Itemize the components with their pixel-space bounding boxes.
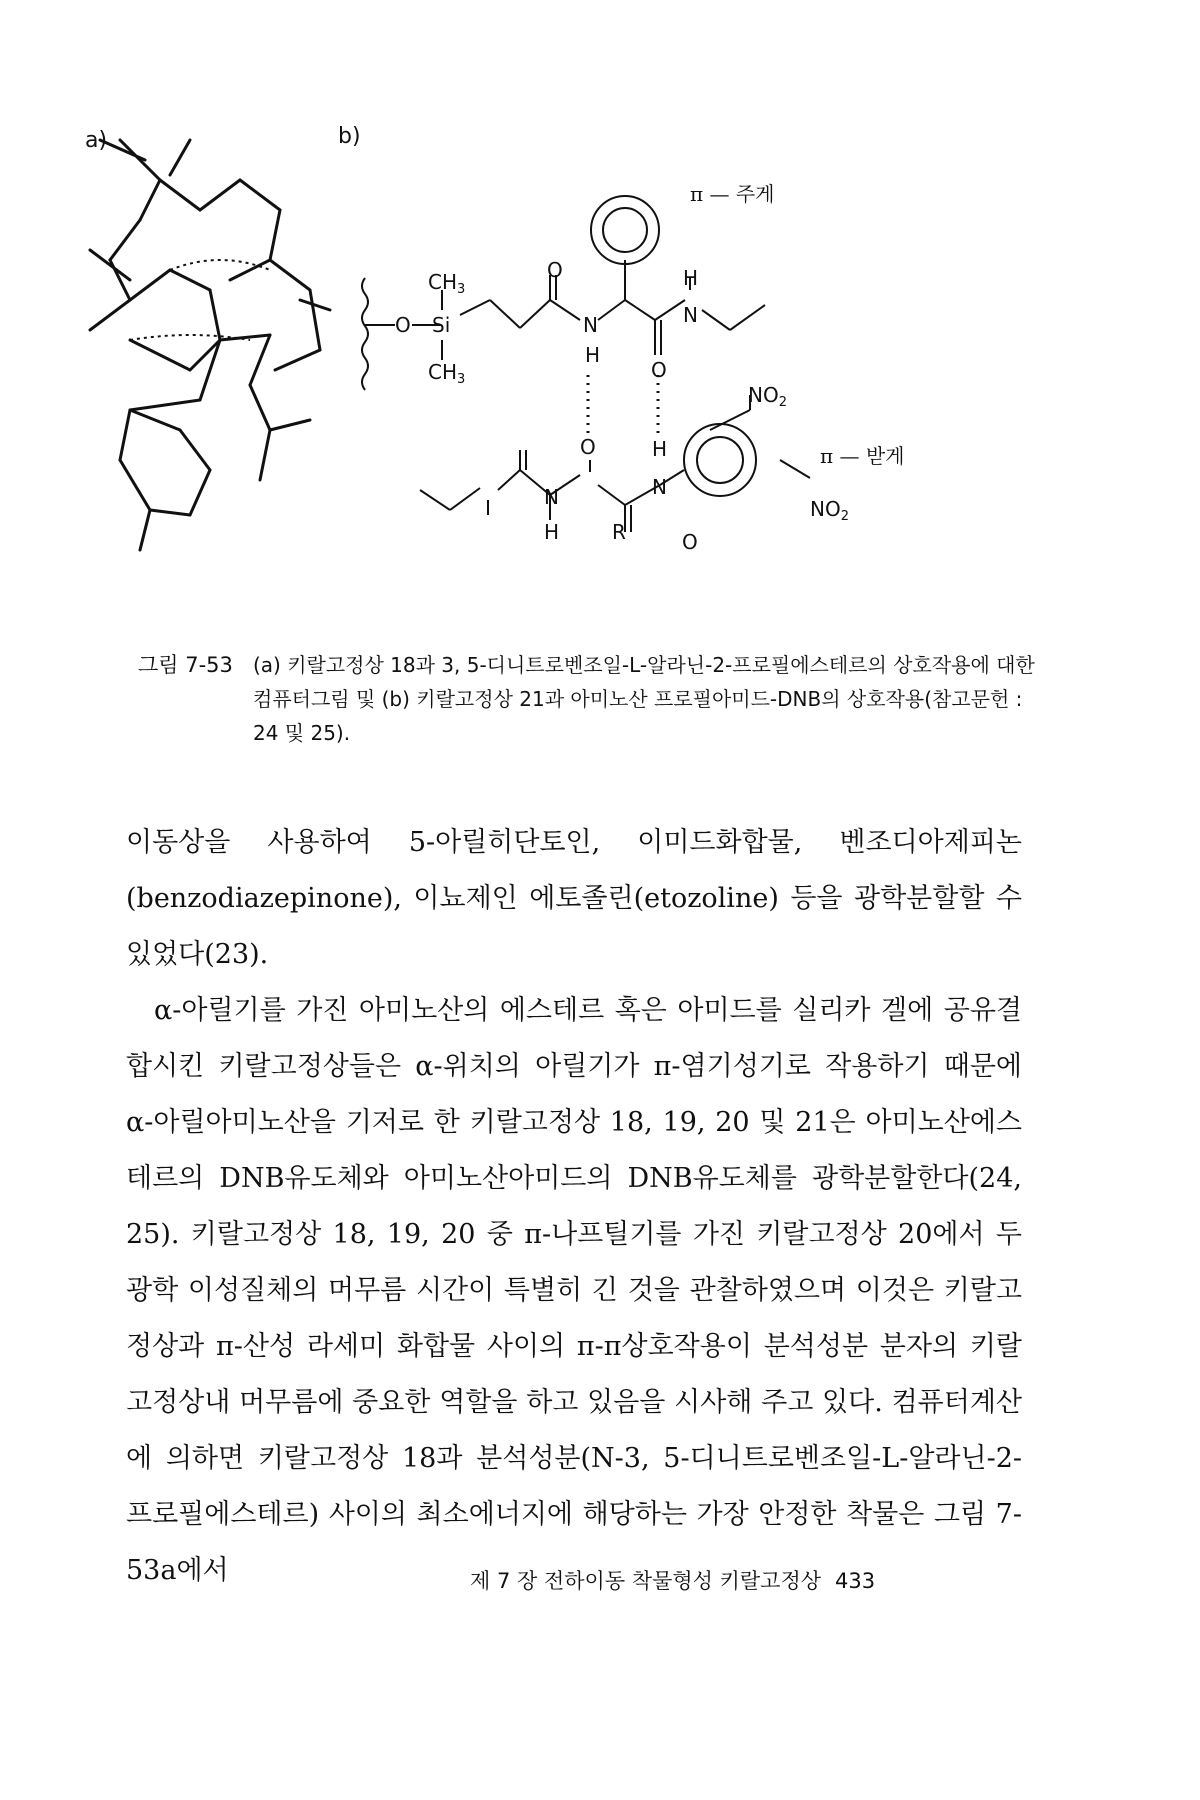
atom-no2-bottom: $NO_2$ xyxy=(810,497,849,524)
page-footer xyxy=(470,1565,875,1595)
paragraph-2: α-아릴기를 가진 아미노산의 에스테르 혹은 아미드를 실리카 겔에 공유결합시킨 키랄고정상들은 α-위치의 아릴기가 π-염기성기로 작용하기 때문에 α-아릴아미노산을 기저로 한 키랄고정상 18, 19, 20 및 21은 아미노산에스테르의 DNB유도체와 아미노산아미드의 DNB유도체를 광학분할한다(24, 25). 키랄고정상 18, 19, 20 중 π-나프틸기를 가진 키랄고정상 20에서 두 광학 이성질체의 머무름 시간이 특별히 긴 것을 관찰하였으며 이것은 키랄고정상과 π-산성 라세미 화합물 사이의 π-π상호작용이 분석성분 분자의 키랄고정상내 머무름에 중요한 역할을 하고 있음을 시사해 주고 있다. 컴퓨터계산에 의하면 키랄고정상 18과 분석성분(N-3, 5-디니트로벤조일-L-알라닌-2-프로필에스테르) 사이의 최소에너지에 해당하는 가장 안정한 착물은 그림 7-53a에서 xyxy=(126,995,1022,1586)
caption-text: (a) 키랄고정상 18과 3, 5-디니트로벤조일-L-알라닌-2-프로필에스테르의 상호작용에 대한 컴퓨터그림 및 (b) 키랄고정상 21과 아미노산 프로필아미드-DNB의 상호작용(참고문헌 : 24 및 25). xyxy=(253,653,1035,745)
atom-n-bottom-left: N xyxy=(544,485,559,509)
atom-n1: N xyxy=(583,313,598,337)
figure-caption xyxy=(138,648,1038,750)
atom-h1: H xyxy=(585,343,601,367)
atom-r-group: R xyxy=(612,520,626,544)
atom-si: Si xyxy=(432,313,451,337)
atom-o-lower: O xyxy=(651,358,667,382)
atom-ch3-top: $CH_3$ xyxy=(428,270,466,297)
running-head: 제 7 장 전하이동 착물형성 키랄고정상 xyxy=(470,1569,822,1593)
figure-7-53 xyxy=(0,0,1200,640)
panel-a-label: a) xyxy=(85,128,108,153)
atom-ch3-bottom: $CH_3$ xyxy=(428,360,466,387)
page-number: 433 xyxy=(835,1569,876,1593)
caption-number: 그림 7-53 xyxy=(138,653,233,677)
paragraph-1: 이동상을 사용하여 5-아릴히단토인, 이미드화합물, 벤조디아제피논(benzodiazepinone), 이뇨제인 에토졸린(etozoline) 등을 광학분할할 수 있었다(23). xyxy=(126,827,1022,970)
pi-donor-label: π — 주게 xyxy=(690,182,775,206)
atom-n-bottom-mid: N xyxy=(652,475,667,499)
atom-no2-top: $NO_2$ xyxy=(748,383,787,410)
atom-o-bottom-left: O xyxy=(580,435,596,459)
atom-o-link: O xyxy=(395,313,411,337)
panel-b-label: b) xyxy=(338,124,361,149)
atom-o-carbonyl: O xyxy=(547,258,563,282)
atom-h-bottom-left: H xyxy=(544,520,560,544)
atom-h-bottom-mid: H xyxy=(652,437,668,461)
atom-n-top: N xyxy=(683,303,698,327)
atom-h-top: H xyxy=(683,266,699,290)
body-text xyxy=(126,815,1022,1599)
pi-acceptor-label: π — 받게 xyxy=(820,444,905,468)
atom-o-bottom-right: O xyxy=(682,530,698,554)
computer-model-drawing xyxy=(70,120,360,570)
